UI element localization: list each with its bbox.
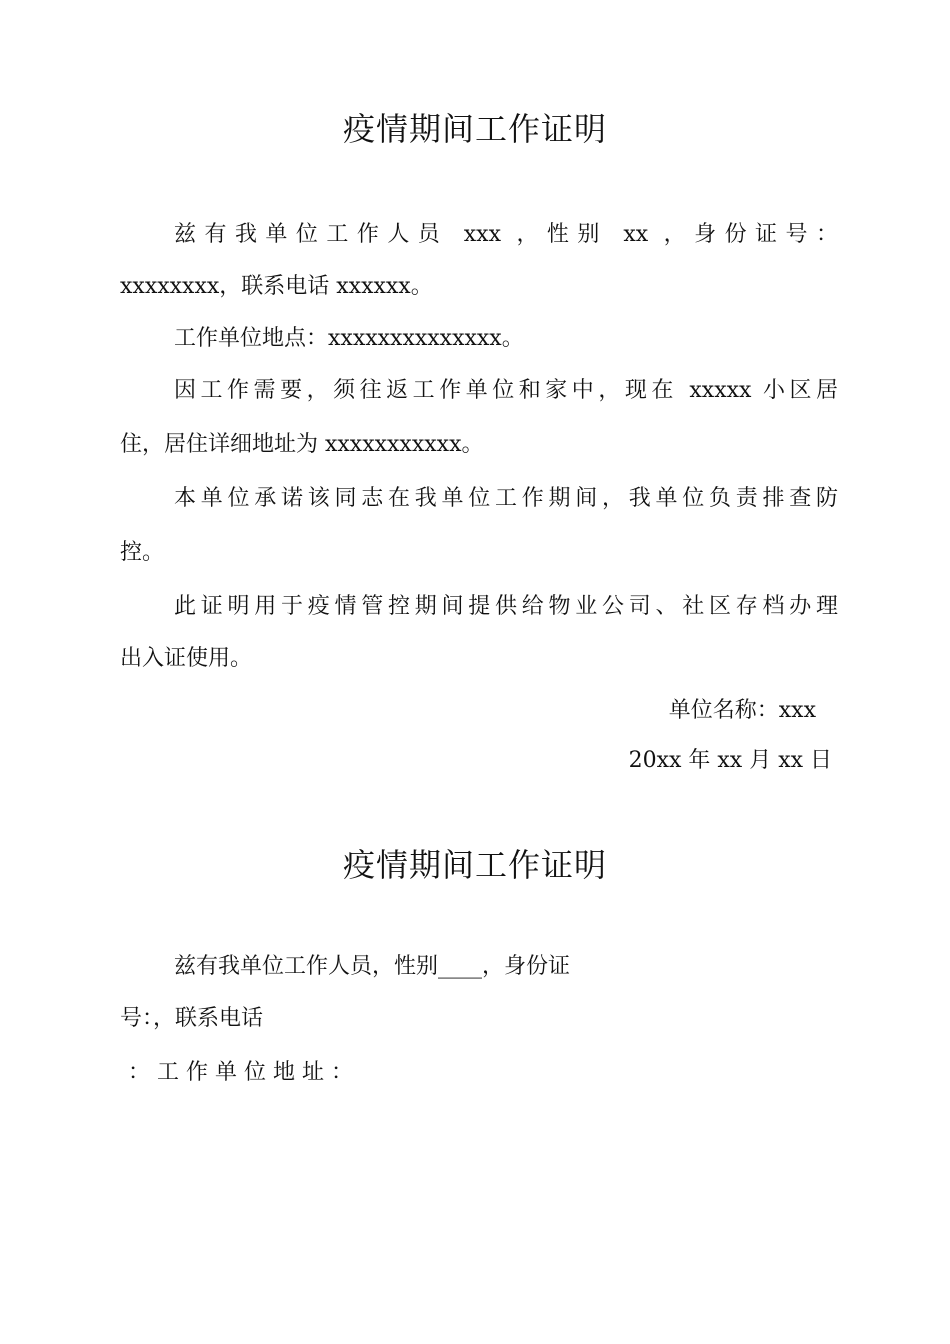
doc1-p1-line2: xxxxxxxx，联系电话 xxxxxx。 bbox=[120, 274, 433, 299]
doc1-p4-line2: 控。 bbox=[120, 540, 165, 565]
doc2-p1-line3: ： 工 作 单 位 地 址 ： bbox=[128, 1060, 353, 1085]
doc1-p5-line2: 出入证使用。 bbox=[120, 646, 253, 671]
doc1-p3-line2: 住，居住详细地址为 xxxxxxxxxxx。 bbox=[120, 432, 484, 457]
doc1-p2: 工作单位地点：xxxxxxxxxxxxxx。 bbox=[174, 326, 524, 351]
doc2-p1-line2: 号：，联系电话 bbox=[120, 1006, 264, 1031]
doc2-p1-line1: 兹有我单位工作人员，性别____，身份证 bbox=[174, 954, 571, 979]
doc1-signature: 单位名称：xxx bbox=[668, 698, 816, 723]
doc1-p5-line1: 此证明用于疫情管控期间提供给物业公司、社区存档办理 bbox=[174, 594, 838, 619]
doc2-title: 疫情期间工作证明 bbox=[342, 846, 607, 884]
doc1-p3-line1: 因工作需要，须往返工作单位和家中，现在 xxxxx 小区居 bbox=[174, 378, 838, 403]
doc1-p4-line1: 本单位承诺该同志在我单位工作期间，我单位负责排查防 bbox=[174, 486, 838, 511]
doc1-title: 疫情期间工作证明 bbox=[342, 110, 607, 148]
doc1-date: 20xx 年 xx 月 xx 日 bbox=[628, 748, 832, 773]
doc1-p1-line1: 兹有我单位工作人员 xxx ，性别 xx ，身份证号： bbox=[174, 222, 838, 247]
